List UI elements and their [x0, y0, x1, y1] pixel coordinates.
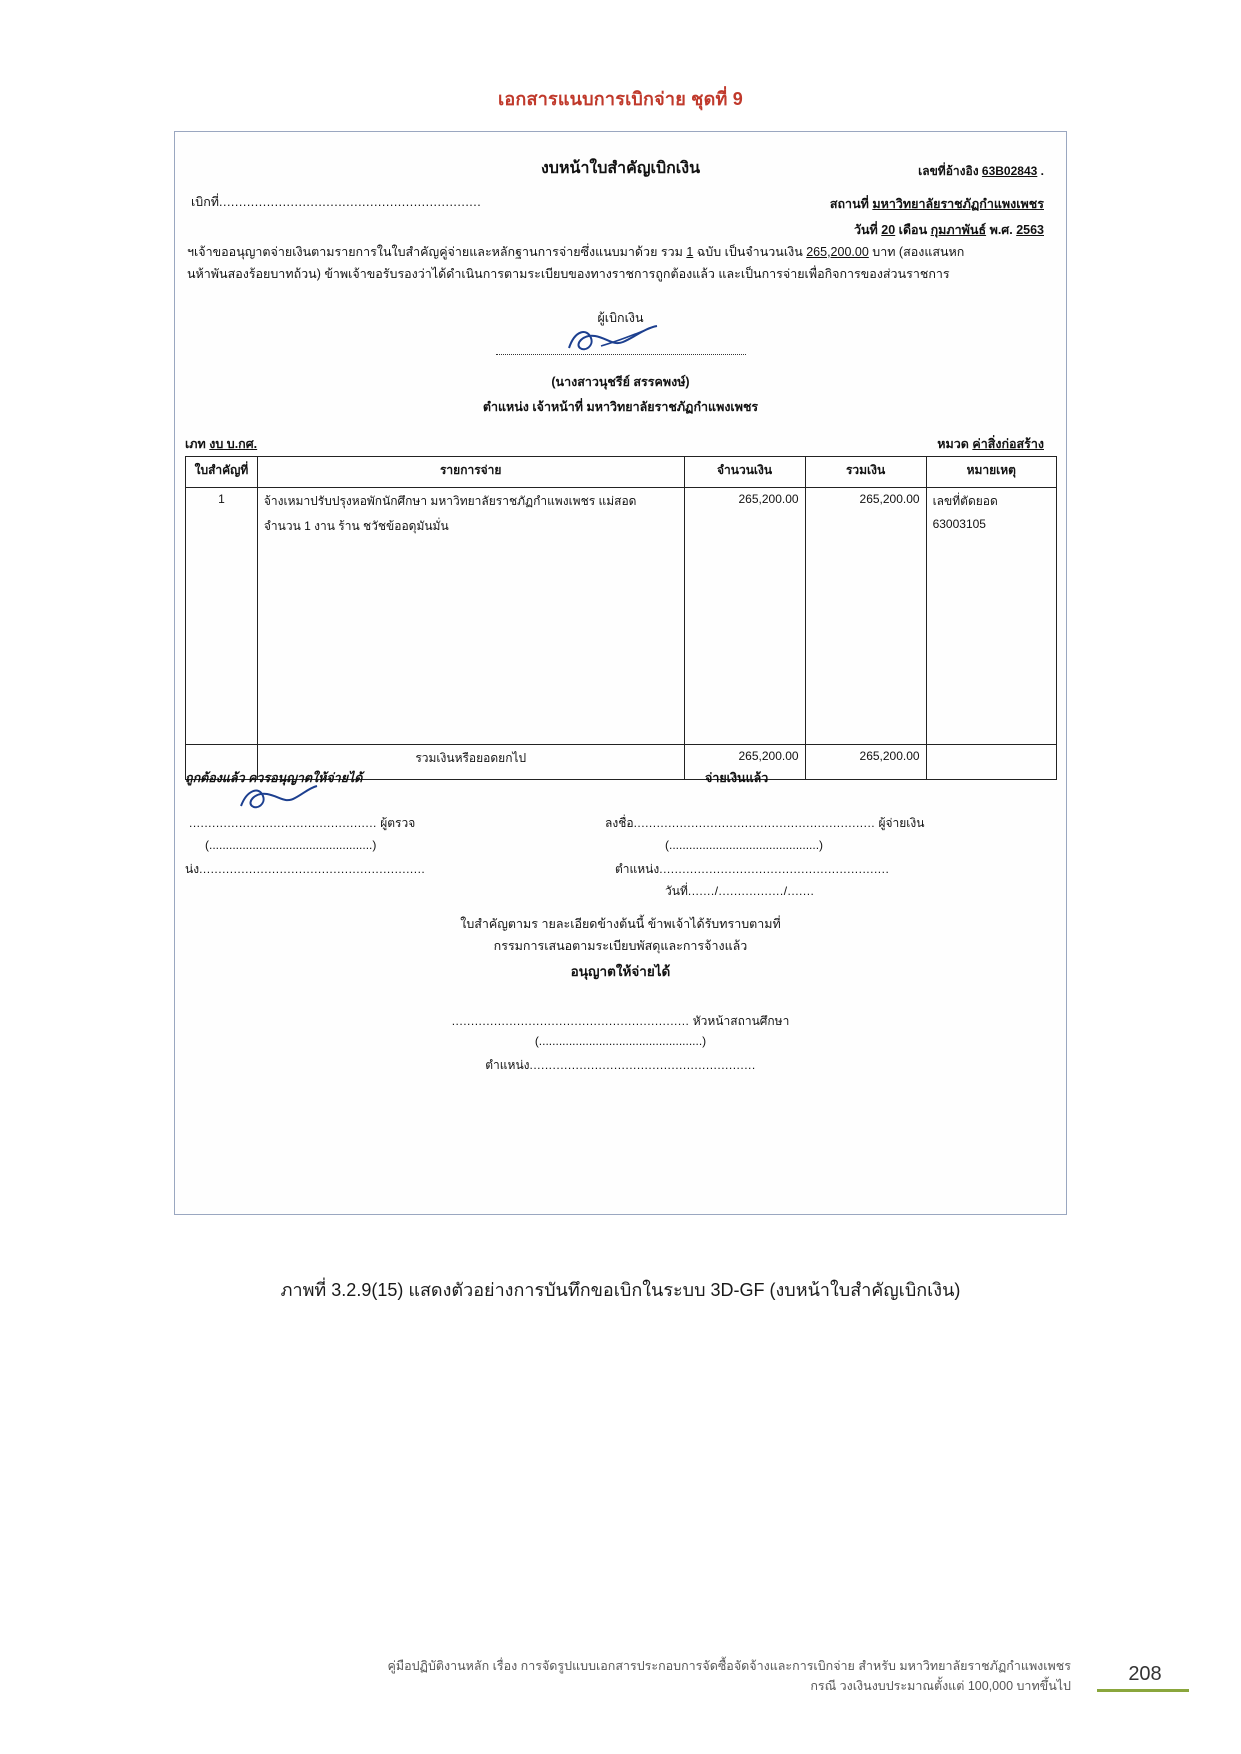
signer-position: ตำแหน่ง เจ้าหน้าที่ มหาวิทยาลัยราชภัฏกำแพงเพชร — [482, 400, 759, 414]
payer-date-label: วันที่ — [665, 884, 688, 898]
head-position-line — [175, 1056, 1066, 1075]
page-number: 208 — [1128, 1663, 1162, 1685]
date-line — [854, 220, 1044, 240]
checker-position-line — [185, 860, 425, 879]
summary-total: 265,200.00 — [805, 745, 926, 780]
cell-note — [926, 488, 1056, 745]
issue-place-line — [191, 192, 481, 212]
payer-sign-label: ลงชื่อ — [605, 816, 634, 830]
description-line-2: จำนวน 1 งาน ร้าน ชวัชข้ออดุมันมั่น — [263, 519, 449, 533]
note-line-2: 63003105 — [932, 517, 986, 531]
year-value: 2563 — [1016, 223, 1044, 237]
declaration-copies: 1 — [686, 245, 694, 259]
budget-type-value: งบ บ.กศ. — [209, 437, 258, 451]
declaration-paragraph — [187, 242, 1055, 286]
note-line-1: เลขที่ตัดยอด — [932, 494, 998, 508]
checker-position-dots: ........................................................... — [199, 862, 426, 876]
checker-position-label: น่ง — [185, 862, 200, 876]
acknowledgement-line-2: กรรมการเสนอตามระเบียบพัสดุและการจ้างแล้ว — [493, 939, 748, 953]
place-line — [830, 194, 1044, 214]
payer-position-label: ตำแหน่ง — [615, 862, 660, 876]
budget-type-label: เภท — [185, 437, 206, 451]
payer-date-dots: ......./................./....... — [687, 884, 815, 898]
declaration-part-4: นห้าพันสองร้อยบาทถ้วน) ข้าพเจ้าขอรับรองว่าได้ดำเนินการตามระเบียบของทางราชการถูกต้องแล้ว และเป็นการจ่ายเพื่อกิจการของส่วนราชการ — [187, 266, 950, 281]
column-header-desc: รายการจ่าย — [257, 457, 684, 488]
month-label: เดือน — [898, 223, 928, 237]
head-position-label: ตำแหน่ง — [485, 1058, 530, 1072]
payer-position-dots: ............................................................ — [659, 862, 890, 876]
head-role: หัวหน้าสถานศึกษา — [692, 1014, 790, 1028]
scanned-document — [174, 131, 1067, 1215]
payer-role: ผู้จ่ายเงิน — [878, 816, 925, 830]
place-value: มหาวิทยาลัยราชภัฏกำแพงเพชร — [872, 197, 1044, 211]
payer-date-line — [665, 882, 814, 901]
cell-amount: 265,200.00 — [684, 488, 805, 745]
figure-caption: ภาพที่ 3.2.9(15) แสดงตัวอย่างการบันทึกขอเบิกในระบบ 3D-GF (งบหน้าใบสำคัญเบิกเงิน) — [280, 1280, 961, 1300]
checker-signature-icon — [235, 782, 325, 814]
payer-sign-dots: ............................................................... — [633, 816, 876, 830]
year-label: พ.ศ. — [989, 223, 1013, 237]
column-header-note: หมายเหตุ — [926, 457, 1056, 488]
date-label: วันที่ — [853, 223, 878, 237]
paid-label: จ่ายเงินแล้ว — [705, 771, 769, 785]
page-number-accent-rule — [1097, 1689, 1189, 1692]
head-name-paren: (.................................................) — [534, 1034, 707, 1048]
cell-total: 265,200.00 — [805, 488, 926, 745]
reference-label: เลขที่อ้างอิง — [918, 164, 979, 178]
payer-signature-line — [605, 814, 924, 833]
description-line-1: จ้างเหมาปรับปรุงหอพักนักศึกษา มหาวิทยาลัยราชภัฏกำแพงเพชร แม่สอด — [263, 494, 637, 508]
summary-label: รวมเงินหรือยอดยกไป — [257, 745, 684, 780]
column-header-total: รวมเงิน — [805, 457, 926, 488]
declaration-part-1: ฯเจ้าขออนุญาตจ่ายเงินตามรายการในใบสำคัญคู่จ่ายและหลักฐานการจ่ายซึ่งแนบมาด้วย รวม — [187, 245, 687, 259]
summary-note — [926, 745, 1056, 780]
cell-description — [257, 488, 684, 745]
checker-name-paren: (.................................................) — [205, 838, 377, 852]
voucher-table — [185, 456, 1057, 780]
signer-label: ผู้เบิกเงิน — [597, 311, 644, 325]
table-header-row — [186, 457, 1057, 488]
reference-number — [918, 162, 1044, 181]
payer-name-paren: (.............................................) — [665, 838, 824, 852]
footer-line-2: กรณี วงเงินงบประมาณตั้งแต่ 100,000 บาทขึ้นไป — [810, 1678, 1071, 1693]
acknowledgement-line-1: ใบสำคัญตามร ายละเอียดข้างต้นนี้ ข้าพเจ้าได้รับทราบตามที่ — [460, 917, 781, 931]
table-row — [186, 488, 1057, 745]
declaration-amount: 265,200.00 — [806, 245, 869, 259]
summary-amount: 265,200.00 — [684, 745, 805, 780]
column-header-no: ใบสำคัญที่ — [186, 457, 258, 488]
checker-signature-line — [189, 814, 519, 833]
approval-note: ถูกต้องแล้ว ควรอนุญาตให้จ่ายได้ — [185, 771, 363, 785]
reference-trailing-dot: . — [1040, 164, 1044, 178]
declaration-part-3: บาท (สองแสนหก — [868, 245, 965, 259]
declaration-part-2: ฉบับ เป็นจำนวนเงิน — [693, 245, 807, 259]
document-title: งบหน้าใบสำคัญเบิกเงิน — [540, 160, 701, 177]
permission-label: อนุญาตให้จ่ายได้ — [570, 964, 671, 979]
payer-position-line — [615, 860, 889, 879]
date-day: 20 — [881, 223, 896, 237]
head-dots: .............................................................. — [451, 1014, 690, 1028]
column-header-amount: จำนวนเงิน — [684, 457, 805, 488]
signature-rule — [496, 354, 746, 355]
signer-name: (นางสาวนุชรีย์ สรรคพงษ์) — [551, 375, 690, 389]
issue-place-dots: .................................................................. — [219, 195, 482, 209]
footer-line-1: คู่มือปฏิบัติงานหลัก เรื่อง การจัดรูปแบบเอกสารประกอบการจัดซื้อจัดจ้างและการเบิกจ่าย สำหรับ มหาวิทยาลัยราชภัฏกำแพงเพชร — [387, 1659, 1071, 1674]
footer-text — [351, 1657, 1071, 1696]
budget-type — [185, 434, 257, 454]
budget-category — [937, 434, 1044, 454]
checker-role: ผู้ตรวจ — [380, 816, 416, 830]
month-value: กุมภาพันธ์ — [930, 223, 987, 237]
place-label: สถานที่ — [829, 197, 869, 211]
issue-place-label: เบิกที่ — [191, 195, 220, 209]
checker-dots: ................................................. — [189, 816, 377, 830]
reference-value: 63B02843 — [981, 164, 1038, 178]
head-signature-line — [175, 1012, 1066, 1031]
category-value: ค่าสิ่งก่อสร้าง — [972, 437, 1044, 451]
cell-no: 1 — [186, 488, 258, 745]
category-label: หมวด — [937, 437, 969, 451]
head-position-dots: ........................................................... — [529, 1058, 756, 1072]
page-heading: เอกสารแนบการเบิกจ่าย ชุดที่ 9 — [498, 89, 743, 109]
handwritten-signature-icon — [561, 322, 681, 358]
